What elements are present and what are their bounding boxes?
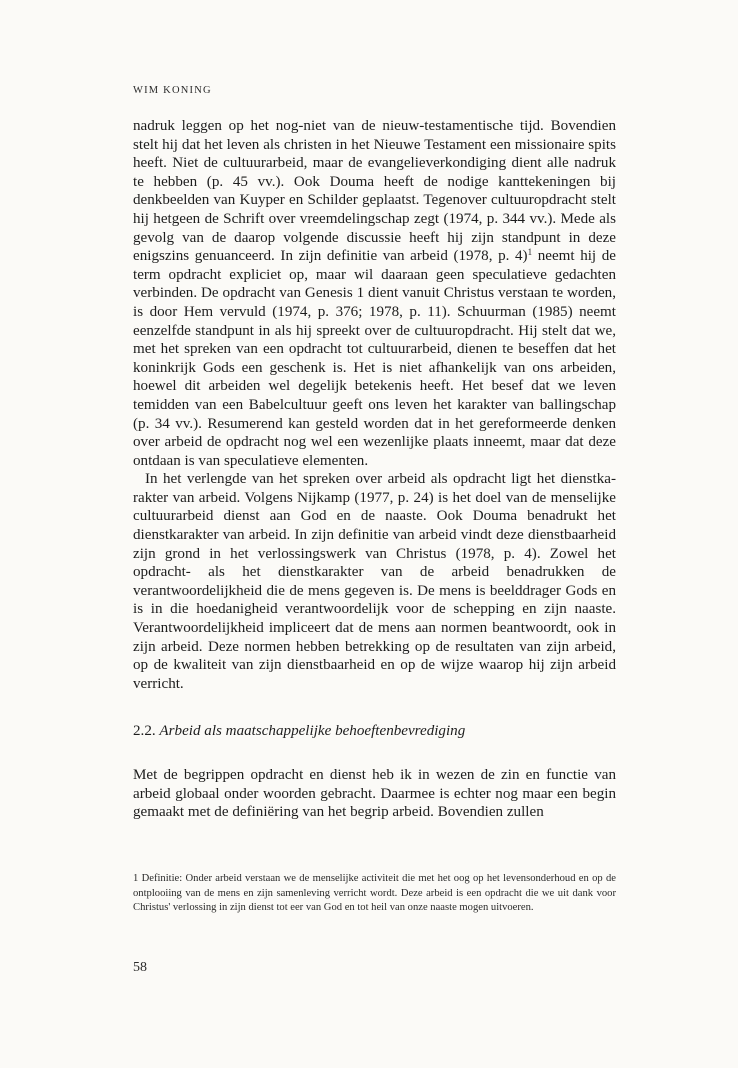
section-body [133,766,616,822]
paragraph-text: nadruk leggen op het nog-niet van de nieuw-testamentische tijd. Bovendien stelt hij dat het leven als christen in het Nieuwe Testament een missionaire spits heeft. Niet de cultuurarbeid, maar de evangelieverkondiging dient alle nadruk te hebben (p. 45 vv.). Ook Douma heeft de nodige kanttekeningen bij denkbeelden van Kuyper en Schilder geplaatst. Tegenover cultuuropdracht stelt hij hetgeen de Schrift over vreemdelingschap zegt (1974, p. 344 vv.). Mede als gevolg van de daarop volgende discussie heeft hij zijn standpunt in deze enigszins genuanceerd. In zijn definitie van arbeid (1978, p. 4) [133,118,616,265]
footnote-text: Definitie: Onder arbeid verstaan we de menselijke activiteit die met het oog op het levensonderhoud en op de ontplooiing van de mens en zijn samenleving verricht wordt. Deze arbeid is een opdracht die we uit dank voor Christus' verlossing in zijn dienst tot eer van God en tot heil van onze naaste mogen uitvoeren. [133,873,616,914]
footnote-text-block [133,872,616,916]
section-heading [133,722,616,741]
running-head: WIM KONING [133,85,212,96]
footnote-reference: 1 [527,247,533,258]
section-number: 2.2. [133,723,156,739]
footnote-number: 1 [133,873,139,884]
body-text [133,117,616,693]
paragraph: In het verlengde van het spreken over arbeid als opdracht ligt het dienstkarakter van arbeid. Volgens Nijkamp (1977, p. 24) is het doel van de menselijke cultuurarbeid dienst aan God en de naaste. Ook Douma benadrukt het dienstkarakter van arbeid. In zijn definitie van arbeid vindt deze dienstbaarheid zijn grond in het verlossingswerk van Christus (1978, p. 4). Zowel het opdracht- als het dienstkarakter van de arbeid benadrukken de verantwoordelijkheid die de mens gegeven is. De mens is beelddrager Gods en is in die hoedanigheid verantwoordelijk voor de schepping en zijn naaste. Verantwoordelijkheid impliceert dat de mens aan normen beantwoordt, ook in zijn arbeid. Deze normen hebben betrekking op de resultaten van zijn arbeid, op de kwaliteit van zijn dienstbaarheid en op de wijze waarop hij zijn arbeid verricht. [133,471,616,692]
paragraph [133,117,616,470]
paragraph-text: neemt hij de term opdracht expliciet op, maar wil daaraan geen speculatieve gedachten verbinden. De opdracht van Genesis 1 dient vanuit Christus verstaan te worden, is door Hem vervuld (1974, p. 376; 1978, p. 11). Schuurman (1985) neemt eenzelfde standpunt in als hij spreekt over de cultuuropdracht. Hij stelt dat we, met het spreken van een opdracht tot cultuurarbeid, dienen te beseffen dat het koninkrijk Gods een geschenk is. Het is niet afhankelijk van ons arbeiden, hoewel dit arbeiden wel degelijk betekenis heeft. Het besef dat we leven temidden van een Babelcultuur geeft ons leven het karakter van ballingschap (p. 34 vv.). Resumerend kan gesteld worden dat in het gereformeerde denken over arbeid de opdracht nog wel een wezenlijke plaats inneemt, maar dat deze ontdaan is van speculatieve elementen. [133,248,616,469]
section-title: Arbeid als maatschappelijke behoeftenbevrediging [159,723,466,739]
page-number: 58 [133,960,147,975]
footnote [133,872,616,916]
paragraph: Met de begrippen opdracht en dienst heb ik in wezen de zin en functie van arbeid globaal onder woorden gebracht. Daarmee is echter nog maar een begin gemaakt met de definiëring van het begrip arbeid. Bovendien zullen [133,767,616,821]
